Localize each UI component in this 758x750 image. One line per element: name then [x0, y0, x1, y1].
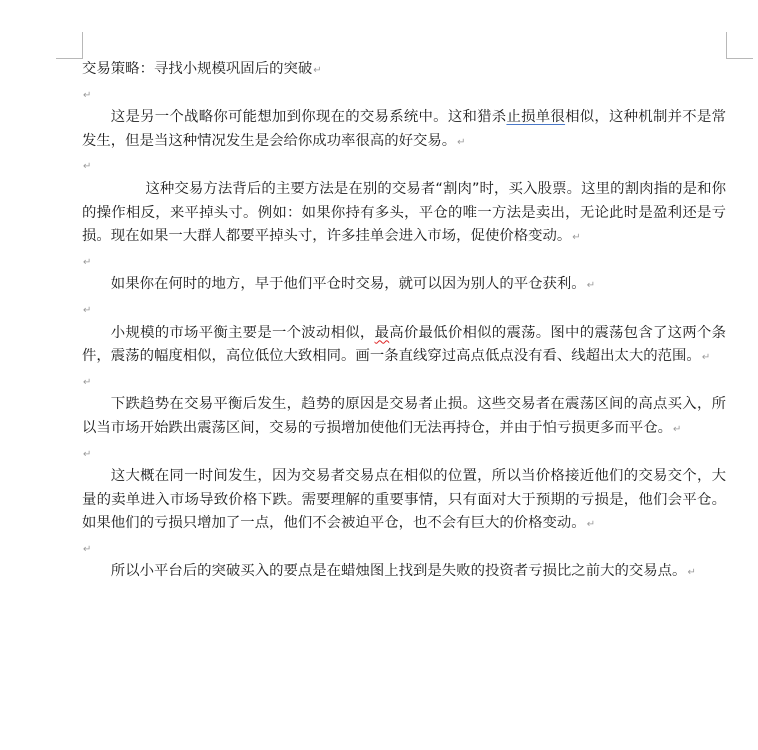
paragraph-6: 这大概在同一时间发生，因为交易者交易点在相似的位置，所以当价格接近他们的交易交个，大量的卖单进入市场导致价格下跌。需要理解的重要事情，只有面对大于预期的亏损是，他们会平仓。如果他们的亏损只增加了一点，他们不会被迫平仓，也不会有巨大的价格变动。↵: [82, 468, 726, 532]
paragraph-mark-icon: ↵: [83, 304, 92, 316]
empty-paragraph: [82, 83, 726, 107]
empty-paragraph: [82, 154, 726, 178]
paragraph-mark-icon: ↵: [687, 567, 696, 579]
spelling-underline[interactable]: 最: [374, 324, 390, 341]
empty-paragraph: [82, 298, 726, 322]
paragraph-mark-icon: ↵: [586, 280, 596, 292]
paragraph-mark-icon: ↵: [313, 65, 322, 76]
paragraph-2: 这种交易方法背后的主要方法是在别的交易者“割肉”时，买入股票。这里的割肉指的是和你的操作相反，来平掉头寸。例如：如果你持有多头，平仓的唯一方法是卖出，无论此时是盈利还是亏损。现在如果一大群人都要平掉头寸，许多挂单会进入市场，促使价格变动。↵: [82, 180, 726, 245]
empty-paragraph: [82, 250, 726, 274]
paragraph-mark-icon: ↵: [586, 519, 596, 531]
crop-mark-top-left: [56, 32, 83, 59]
document-body[interactable]: [82, 58, 726, 585]
grammar-underline[interactable]: 止损单很: [506, 109, 566, 126]
empty-paragraph: [82, 442, 726, 466]
paragraph-3: 如果你在何时的地方，早于他们平仓时交易，就可以因为别人的平仓获利。↵: [110, 276, 596, 293]
paragraph-mark-icon: ↵: [673, 423, 682, 435]
paragraph-mark-icon: ↵: [457, 136, 466, 148]
document-title: 交易策略：寻找小规模巩固后的突破↵: [82, 61, 322, 77]
crop-mark-top-right: [726, 32, 753, 59]
paragraph-mark-icon: ↵: [83, 161, 92, 173]
paragraph-mark-icon: ↵: [83, 448, 92, 460]
paragraph-mark-icon: ↵: [701, 352, 711, 364]
paragraph-mark-icon: ↵: [572, 232, 581, 244]
empty-paragraph: [82, 370, 726, 394]
empty-paragraph: [82, 537, 726, 561]
paragraph-mark-icon: ↵: [83, 89, 92, 101]
paragraph-mark-icon: ↵: [83, 256, 92, 268]
paragraph-5: 下跌趋势在交易平衡后发生，趋势的原因是交易者止损。这些交易者在震荡区间的高点买入，所以当市场开始跌出震荡区间，交易的亏损增加使他们无法再持仓，并由于怕亏损更多而平仓。↵: [82, 396, 726, 436]
paragraph-1: 这是另一个战略你可能想加到你现在的交易系统中。这和猎杀止损单很相似，这种机制并不是常发生，但是当这种情况发生是会给你成功率很高的好交易。↵: [82, 109, 726, 149]
paragraph-4: 小规模的市场平衡主要是一个波动相似，最高价最低价相似的震荡。图中的震荡包含了这两个条件，震荡的幅度相似，高位低位大致相同。画一条直线穿过高点低点没有看、线超出太大的范围。↵: [82, 324, 726, 365]
paragraph-mark-icon: ↵: [83, 543, 92, 555]
paragraph-7: 所以小平台后的突破买入的要点是在蜡烛图上找到是失败的投资者亏损比之前大的交易点。↵: [110, 563, 696, 580]
paragraph-mark-icon: ↵: [83, 376, 92, 388]
